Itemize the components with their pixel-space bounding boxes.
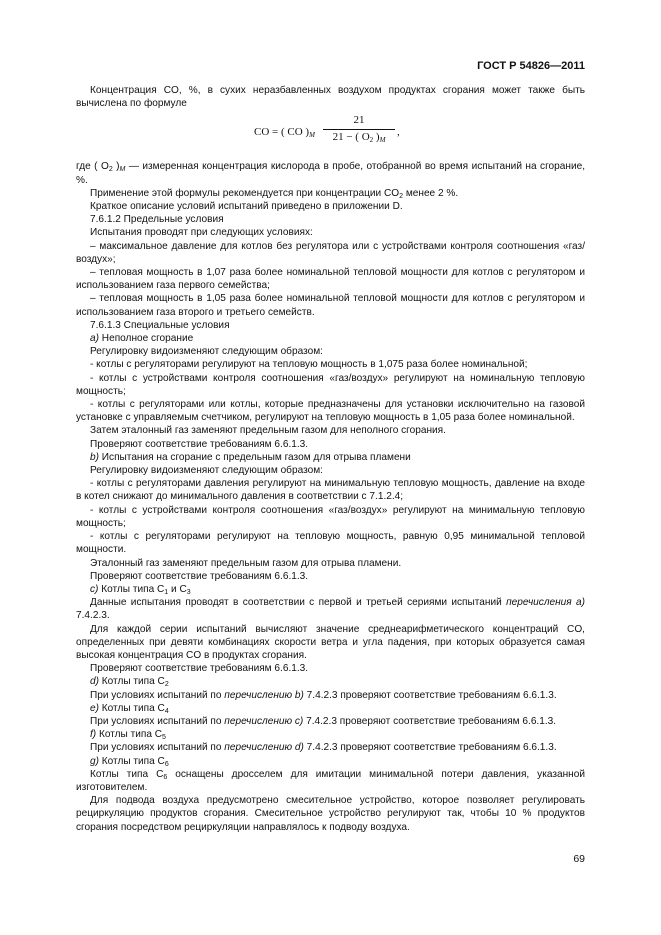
document-code: ГОСТ Р 54826—2011 <box>477 60 585 72</box>
paragraph: Затем эталонный газ заменяют предельным газом для неполного сгорания. <box>90 425 446 437</box>
paragraph: Проверяют соответствие требованиям 6.6.1.3. <box>90 438 309 450</box>
list-item: – максимальное давление для котлов без регулятора или с устройствами контроля соотношения «газ/воздух»; <box>76 240 585 265</box>
list-item: - котлы с устройствами контроля соотношения «газ/воздух» регулируют на минимальную тепловую мощность; <box>76 504 585 529</box>
paragraph: При условиях испытаний по перечислению c) 7.4.2.3 проверяют соответствие требованиям 6.6.1.3. <box>90 715 557 727</box>
formula-fraction <box>323 114 395 143</box>
paragraph: Эталонный газ заменяют предельным газом для отрыва пламени. <box>90 557 402 569</box>
list-item: - котлы с регуляторами регулируют на тепловую мощность, равную 0,95 минимальной тепловой мощности. <box>76 531 585 556</box>
paragraph: Проверяют соответствие требованиям 6.6.1.3. <box>90 663 309 675</box>
paragraph: Котлы типа $C_6$ оснащены дросселем для имитации минимальной потери давления, указанной изготовителем. <box>76 768 585 793</box>
paragraph: Краткое описание условий испытаний приведено в приложении D. <box>90 201 403 213</box>
subsection-heading: c) Котлы типа $C_1$ и $C_3$ <box>90 583 191 596</box>
subsection-heading: a) Неполное сгорание <box>90 333 194 345</box>
paragraph: Для каждой серии испытаний вычисляют значение среднеарифметического концентраций CO, определенных при девяти комбинациях скорости ветра и угла падения, при которых образуется самая высокая концентрация CO в продуктах сгорания. <box>76 623 585 661</box>
list-item: - котлы с регуляторами регулируют на тепловую мощность в 1,075 раза более номинальной; <box>90 359 528 371</box>
subsection-heading: g) Котлы типа $C_6$ <box>90 755 169 768</box>
paragraph: Испытания проводят при следующих условиях: <box>90 227 313 239</box>
paragraph: При условиях испытаний по перечислению d) 7.4.2.3 проверяют соответствие требованиям 6.6.1.3. <box>90 742 557 754</box>
list-item: – тепловая мощность в 1,07 раза более номинальной тепловой мощности для котлов с регулятором и использованием газа первого семейства; <box>76 267 585 292</box>
paragraph: Регулировку видоизменяют следующим образом: <box>90 465 323 477</box>
paragraph: При условиях испытаний по перечислению b) 7.4.2.3 проверяют соответствие требованиям 6.6.1.3. <box>90 689 557 701</box>
list-item: - котлы с регуляторами давления регулируют на минимальную тепловую мощность, давление на входе в котел снижают до минимального давления в соответствии с 7.1.2.4; <box>76 478 585 503</box>
page-body <box>76 84 585 834</box>
paragraph: Данные испытания проводят в соответствии с первой и третьей сериями испытаний перечисления a) 7.4.2.3. <box>76 597 586 622</box>
paragraph: где ( $O_2$ )$_M$ — измеренная концентрация кислорода в пробе, отобранной во время испытаний на сгорание, %. <box>76 161 586 186</box>
list-item: - котлы с устройствами контроля соотношения «газ/воздух» регулируют на номинальную тепловую мощность; <box>76 372 585 397</box>
paragraph: Регулировку видоизменяют следующим образом: <box>90 346 323 358</box>
paragraph: Применение этой формулы рекомендуется при концентрации $CO_2$ менее 2 %. <box>90 187 459 200</box>
list-item: – тепловая мощность в 1,05 раза более номинальной тепловой мощности для котлов с регулятором и использованием газа второго и третьего семейств. <box>76 293 585 318</box>
subsection-heading: f) Котлы типа $C_5$ <box>90 729 166 742</box>
section-heading: 7.6.1.2 Предельные условия <box>90 214 224 226</box>
paragraph: Для подвода воздуха предусмотрено смесительное устройство, которое позволяет регулировать рециркуляцию продуктов сгорания. Смесительное устройство регулируют так, чтобы 10 % продуктов сгорания посредством рециркуляции направлялось к подводу воздуха. <box>76 795 585 833</box>
list-item: - котлы с регуляторами или котлы, которые предназначены для установки исключительно на газовой установке с управляемым счетчиком, регулируют на тепловую мощность в 1,05 раза более номинальной. <box>76 399 585 424</box>
formula-numerator: 21 <box>323 114 395 129</box>
formula-comma: , <box>397 126 400 139</box>
subsection-heading: d) Котлы типа $C_2$ <box>90 676 169 689</box>
subsection-heading: e) Котлы типа $C_4$ <box>90 702 169 715</box>
paragraph: Концентрация CO, %, в сухих неразбавленных воздухом продуктах сгорания может также быть вычислена по формуле <box>76 85 585 110</box>
subsection-heading: b) Испытания на сгорание с предельным газом для отрыва пламени <box>90 451 411 463</box>
paragraph: Проверяют соответствие требованиям 6.6.1.3. <box>90 570 309 582</box>
section-heading: 7.6.1.3 Специальные условия <box>90 319 230 331</box>
formula-left: CO = ( CO )$_M$ <box>254 126 315 140</box>
formula-denominator: 21 − ( $O_2$ )$_M$ <box>332 130 386 144</box>
page-number: 69 <box>573 853 585 865</box>
co-formula <box>76 110 585 160</box>
